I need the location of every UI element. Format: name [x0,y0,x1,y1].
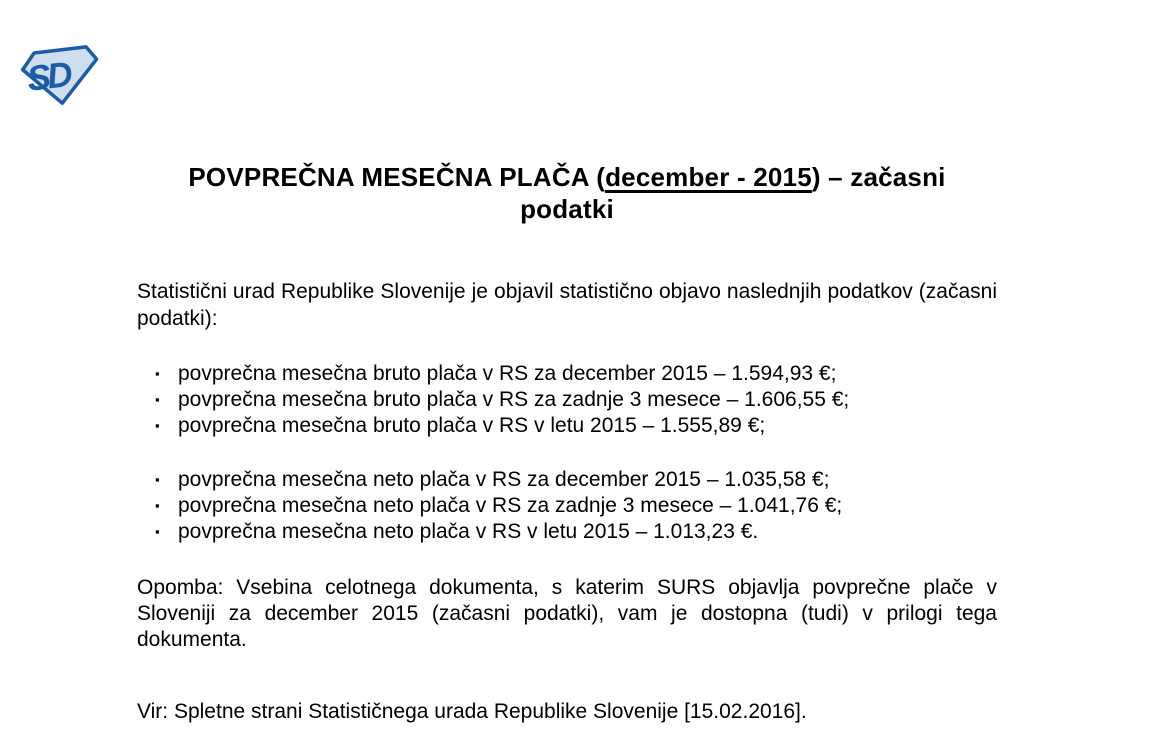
title-underlined-period: december - 2015 [605,162,812,192]
list-item [137,361,997,387]
neto-item-text: povprečna mesečna neto plača v RS za zadnje 3 mesece – 1.041,76 €; [178,494,843,517]
bullet-icon: ▪ [155,418,160,433]
neto-salary-list [137,467,997,545]
list-item [137,493,997,519]
bruto-item-text: povprečna mesečna bruto plača v RS za zadnje 3 mesece – 1.606,55 €; [178,388,850,411]
sd-logo-letters: SD [25,55,72,99]
sd-logo-icon [13,42,101,108]
bruto-salary-list [137,361,997,439]
title-prefix: POVPREČNA MESEČNA PLAČA ( [188,162,606,192]
bruto-item-text: povprečna mesečna bruto plača v RS za december 2015 – 1.594,93 €; [178,362,837,385]
list-item [137,467,997,493]
page-title-line2: podatki [520,194,614,224]
title-suffix: ) – začasni [811,162,946,192]
note-paragraph: Opomba: Vsebina celotnega dokumenta, s katerim SURS objavlja povprečne plače v Sloveniji za december 2015 (začasni podatki), vam je dostopna (tudi) v prilogi tega dokumenta. [137,576,997,651]
bruto-item-text: povprečna mesečna bruto plača v RS v letu 2015 – 1.555,89 €; [178,414,766,437]
bullet-icon: ▪ [155,366,160,381]
neto-item-text: povprečna mesečna neto plača v RS v letu 2015 – 1.013,23 €. [178,520,759,543]
intro-paragraph: Statistični urad Republike Slovenije je objavil statistično objavo naslednjih podatkov (začasni podatki): [137,280,997,330]
list-item [137,387,997,413]
bullet-icon: ▪ [155,472,160,487]
source-line: Vir: Spletne strani Statističnega urada Republike Slovenije [15.02.2016]. [137,700,807,723]
bullet-icon: ▪ [155,524,160,539]
sd-logo [13,42,101,108]
bullet-icon: ▪ [155,498,160,513]
page-title [137,161,997,225]
neto-item-text: povprečna mesečna neto plača v RS za december 2015 – 1.035,58 €; [178,468,830,491]
bullet-icon: ▪ [155,392,160,407]
page-title-line1 [137,161,997,193]
list-item [137,413,997,439]
list-item [137,519,997,545]
